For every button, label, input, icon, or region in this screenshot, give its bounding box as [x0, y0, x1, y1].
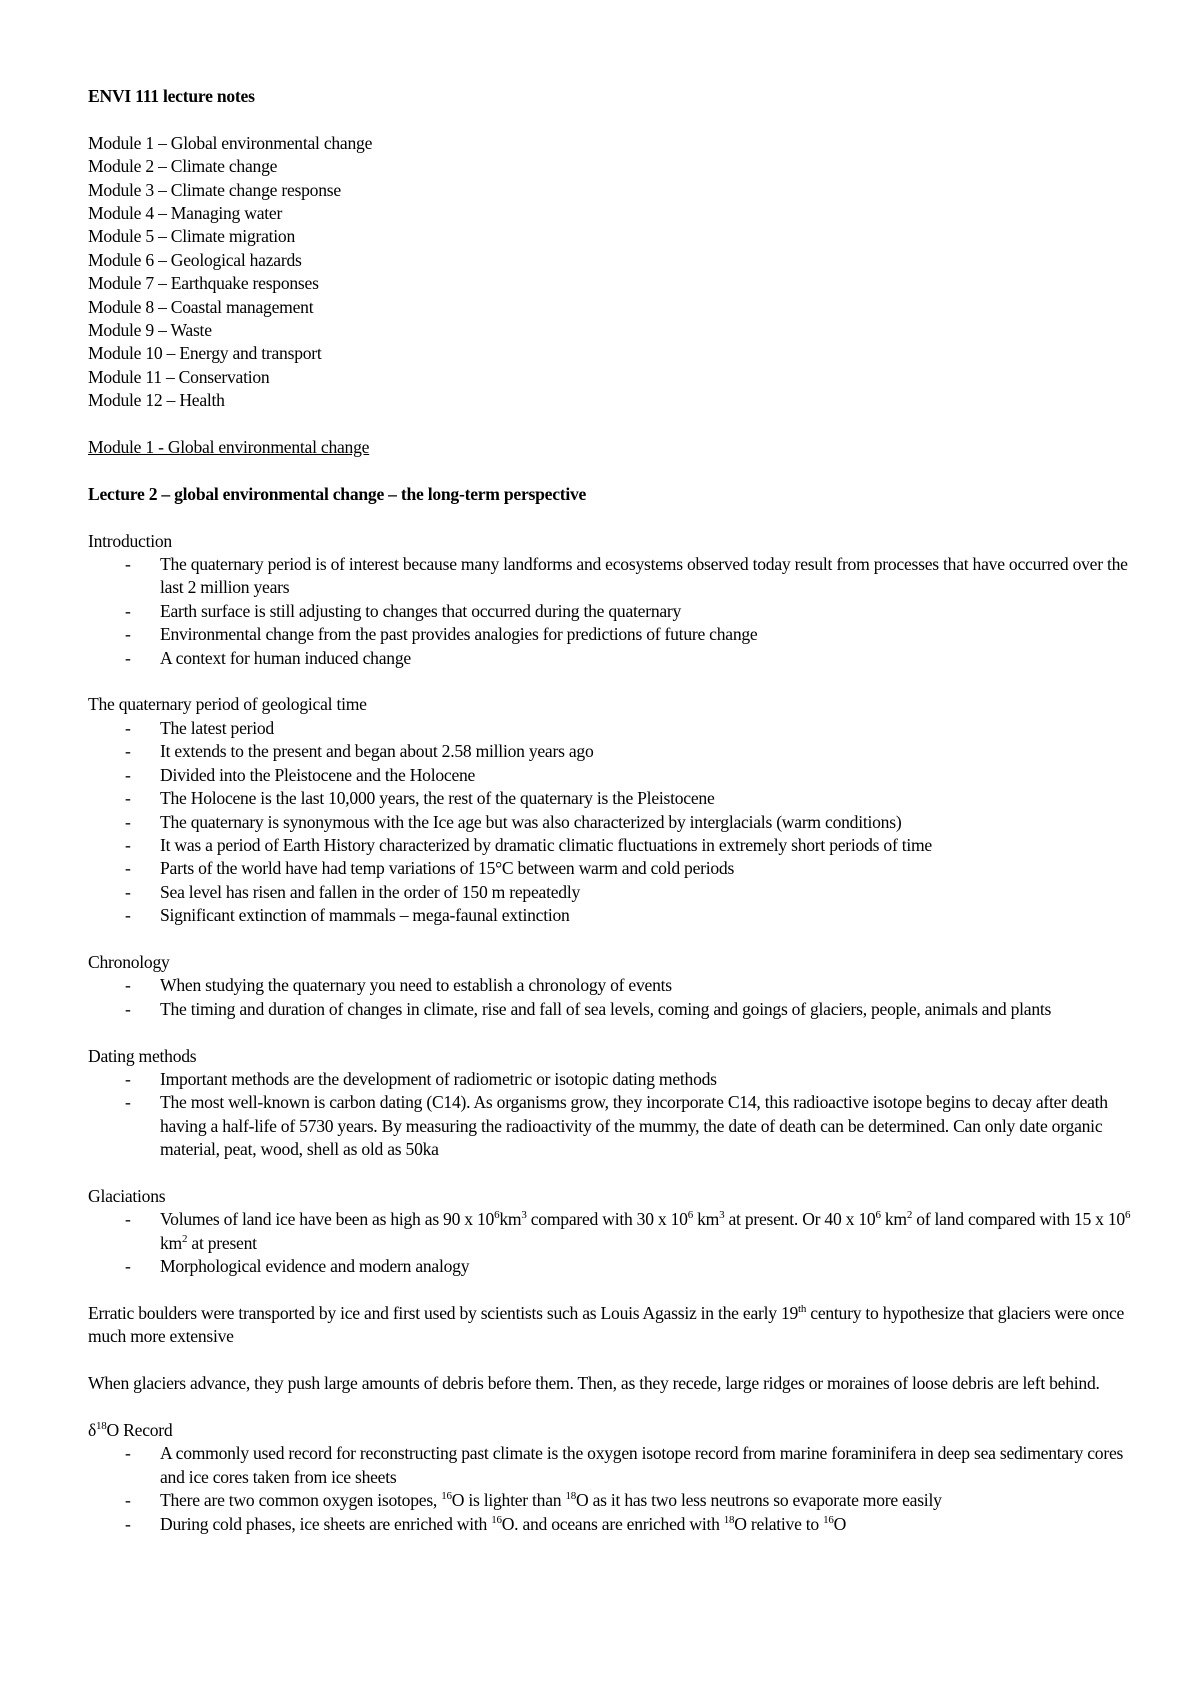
text-run: Erratic boulders were transported by ice and first used by scientists such as Louis Agassiz in the early 19 — [88, 1302, 799, 1323]
d18o-list — [88, 1442, 1148, 1536]
text-run: at present. Or 40 x 10 — [724, 1209, 876, 1230]
module-item: Module 2 – Climate change — [88, 156, 278, 177]
dash-marker: - — [125, 881, 131, 902]
list-item — [88, 623, 1148, 646]
list-item — [88, 647, 1148, 670]
dash-marker: - — [125, 1443, 131, 1464]
superscript: 18 — [723, 1513, 735, 1526]
superscript: 3 — [719, 1209, 725, 1222]
dash-marker: - — [125, 1490, 131, 1511]
section-heading-glaciations: Glaciations — [88, 1185, 166, 1206]
dash-marker: - — [125, 554, 131, 575]
section-heading-chronology: Chronology — [88, 951, 170, 972]
list-item-text: A context for human induced change — [160, 647, 411, 668]
list-item — [88, 600, 1148, 623]
glaciations-list — [88, 1208, 1148, 1278]
list-item — [88, 1513, 1148, 1536]
text-run: O as it has two less neutrons so evaporate more easily — [575, 1490, 942, 1511]
list-item-text: The Holocene is the last 10,000 years, the rest of the quaternary is the Pleistocene — [160, 788, 715, 809]
list-item — [88, 811, 1148, 834]
module-item: Module 6 – Geological hazards — [88, 249, 302, 270]
dash-marker: - — [125, 811, 131, 832]
list-item-text: When studying the quaternary you need to establish a chronology of events — [160, 975, 672, 996]
superscript: 6 — [875, 1209, 881, 1222]
superscript: 2 — [181, 1232, 188, 1245]
text-run: of land compared with 15 x 10 — [912, 1209, 1125, 1230]
text-run: km — [499, 1209, 522, 1230]
superscript: 18 — [565, 1490, 576, 1503]
superscript: th — [798, 1302, 807, 1315]
text-run: O Record — [106, 1419, 173, 1440]
module-item: Module 3 – Climate change response — [88, 179, 341, 200]
module-item: Module 9 – Waste — [88, 320, 212, 341]
list-item — [88, 1068, 1148, 1091]
module-item: Module 10 – Energy and transport — [88, 343, 322, 364]
list-item-text: Environmental change from the past provides analogies for predictions of future change — [160, 624, 758, 645]
text-run: km — [160, 1232, 182, 1253]
spacer — [88, 506, 1148, 529]
list-item-text: The timing and duration of changes in climate, rise and fall of sea levels, coming and goings of glaciers, people, animals and plants — [160, 998, 1052, 1019]
list-item — [88, 834, 1148, 857]
module-item: Module 1 – Global environmental change — [88, 132, 373, 153]
list-item — [88, 740, 1148, 763]
dash-marker: - — [125, 975, 131, 996]
superscript: 16 — [441, 1490, 452, 1503]
superscript: 16 — [491, 1513, 502, 1526]
superscript: 6 — [687, 1209, 693, 1222]
text-run: O. and oceans are enriched with — [501, 1513, 724, 1534]
list-item-text: Earth surface is still adjusting to changes that occurred during the quaternary — [160, 600, 682, 621]
spacer — [88, 1162, 1148, 1185]
spacer — [88, 1279, 1148, 1302]
list-item-text: A commonly used record for reconstructing past climate is the oxygen isotope record from marine foraminifera in deep sea sedimentary cores and ice cores taken from ice sheets — [160, 1443, 1124, 1487]
superscript: 6 — [494, 1209, 500, 1222]
list-item — [88, 764, 1148, 787]
text-run: century to hypothesize that glaciers were once much more extensive — [88, 1302, 1125, 1347]
spacer — [88, 928, 1148, 951]
list-item — [88, 904, 1148, 927]
list-item — [88, 857, 1148, 880]
module-list — [88, 132, 1148, 413]
list-item-text: Morphological evidence and modern analogy — [160, 1256, 470, 1277]
dash-marker: - — [125, 764, 131, 785]
spacer — [88, 1396, 1148, 1419]
module-item: Module 8 – Coastal management — [88, 296, 314, 317]
spacer — [88, 1349, 1148, 1372]
erratic-paragraph — [88, 1302, 1148, 1349]
dash-marker: - — [125, 858, 131, 879]
text-run: During cold phases, ice sheets are enriched with — [160, 1513, 492, 1534]
superscript: 18 — [96, 1419, 107, 1432]
chronology-list — [88, 974, 1148, 1021]
spacer — [88, 413, 1148, 436]
dash-marker: - — [125, 741, 131, 762]
module-heading: Module 1 - Global environmental change — [88, 437, 370, 458]
spacer — [88, 670, 1148, 693]
dash-marker: - — [125, 1513, 131, 1534]
module-item: Module 12 – Health — [88, 390, 225, 411]
list-item-text — [160, 1514, 846, 1534]
list-item-text: The most well-known is carbon dating (C14). As organisms grow, they incorporate C14, this radioactive isotope begins to decay after death having a half-life of 5730 years. By measuring the radioactivity of the mummy, the date of death can be determined. Can only date organic material, peat, wood, shell as old as 50ka — [160, 1092, 1108, 1160]
text-run: O — [833, 1513, 847, 1534]
list-item-text: Divided into the Pleistocene and the Holocene — [160, 764, 476, 785]
list-item — [88, 1489, 1148, 1512]
section-heading-quaternary: The quaternary period of geological time — [88, 694, 367, 715]
list-item — [88, 1442, 1148, 1489]
list-item — [88, 717, 1148, 740]
dash-marker: - — [125, 1209, 131, 1230]
list-item-text: The quaternary is synonymous with the Ice age but was also characterized by interglacials (warm conditions) — [160, 811, 902, 832]
quaternary-list — [88, 717, 1148, 928]
list-item — [88, 998, 1148, 1021]
list-item-text: It extends to the present and began about 2.58 million years ago — [160, 741, 594, 762]
module-item: Module 5 – Climate migration — [88, 226, 296, 247]
list-item-text: Significant extinction of mammals – mega-faunal extinction — [160, 905, 570, 926]
text-run: compared with 30 x 10 — [526, 1209, 688, 1230]
text-run: km — [692, 1209, 720, 1230]
dash-marker: - — [125, 717, 131, 738]
superscript: 3 — [521, 1209, 527, 1222]
dash-marker: - — [125, 788, 131, 809]
dash-marker: - — [125, 1092, 131, 1113]
list-item-text: It was a period of Earth History characterized by dramatic climatic fluctuations in extremely short periods of time — [160, 834, 932, 855]
glacier-paragraph: When glaciers advance, they push large amounts of debris before them. Then, as they recede, large ridges or moraines of loose debris are left behind. — [88, 1373, 1100, 1394]
dating-list — [88, 1068, 1148, 1162]
superscript: 2 — [906, 1209, 913, 1222]
spacer — [88, 108, 1148, 131]
list-item — [88, 1091, 1148, 1161]
list-item — [88, 974, 1148, 997]
text-run: O is lighter than — [451, 1490, 566, 1511]
spacer — [88, 459, 1148, 482]
dash-marker: - — [125, 834, 131, 855]
list-item-text: Parts of the world have had temp variations of 15°C between warm and cold periods — [160, 858, 735, 879]
document-page — [88, 85, 1148, 1536]
list-item — [88, 1255, 1148, 1278]
text-run: at present — [187, 1232, 257, 1253]
superscript: 6 — [1124, 1209, 1131, 1222]
lecture-heading: Lecture 2 – global environmental change – the long-term perspective — [88, 483, 587, 504]
text-run: There are two common oxygen isotopes, — [160, 1490, 442, 1511]
section-heading-d18o — [88, 1419, 1148, 1442]
dash-marker: - — [125, 998, 131, 1019]
spacer — [88, 1021, 1148, 1044]
module-item: Module 4 – Managing water — [88, 203, 283, 224]
dash-marker: - — [125, 1068, 131, 1089]
list-item-text: Important methods are the development of radiometric or isotopic dating methods — [160, 1068, 717, 1089]
list-item-text: The latest period — [160, 717, 274, 738]
superscript: 16 — [823, 1513, 834, 1526]
list-item — [88, 881, 1148, 904]
introduction-list — [88, 553, 1148, 670]
dash-marker: - — [125, 600, 131, 621]
text-run: Volumes of land ice have been as high as 90 x 10 — [160, 1209, 495, 1230]
dash-marker: - — [125, 624, 131, 645]
dash-marker: - — [125, 1256, 131, 1277]
module-item: Module 11 – Conservation — [88, 366, 270, 387]
dash-marker: - — [125, 647, 131, 668]
document-title: ENVI 111 lecture notes — [88, 86, 255, 106]
section-heading-dating: Dating methods — [88, 1045, 197, 1066]
text-run: O relative to — [734, 1513, 824, 1534]
list-item — [88, 553, 1148, 600]
module-item: Module 7 – Earthquake responses — [88, 273, 319, 294]
list-item — [88, 787, 1148, 810]
text-run: δ — [88, 1419, 97, 1440]
section-heading-introduction: Introduction — [88, 530, 172, 551]
list-item — [88, 1208, 1148, 1255]
list-item-text — [160, 1209, 1130, 1252]
list-item-text: The quaternary period is of interest because many landforms and ecosystems observed today result from processes that have occurred over the last 2 million years — [160, 554, 1128, 598]
list-item-text — [160, 1490, 942, 1510]
text-run: km — [880, 1209, 907, 1230]
dash-marker: - — [125, 905, 131, 926]
list-item-text: Sea level has risen and fallen in the order of 150 m repeatedly — [160, 881, 581, 902]
